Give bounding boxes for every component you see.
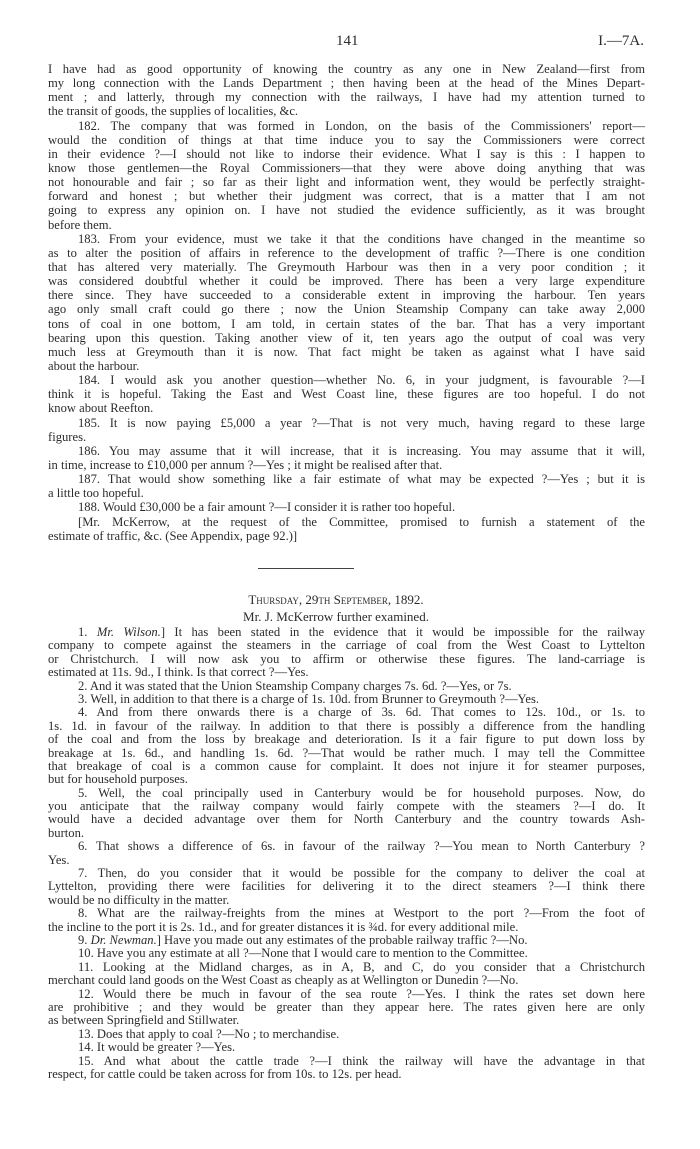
- text-line: in their evidence ?—I should not like to indorse their evidence. What I say is this : I happen to: [48, 146, 645, 161]
- session-date: Thursday, 29th September, 1892.: [248, 592, 424, 607]
- text-line: the transit of goods, the supplies of localities, &c.: [48, 104, 299, 119]
- speaker-name: Dr. Newman.: [90, 932, 157, 947]
- evidence-paragraph: [48, 472, 645, 500]
- text-line: 4. And from there onwards there is a charge of 3s. 6d. That comes to 12s. 10d., or 1s. to: [78, 705, 645, 720]
- text-line: tons of coal in one bottom, I am told, in certain states of the bar. That has a very important: [48, 316, 645, 331]
- evidence-paragraph: [48, 680, 645, 693]
- text-line: know about Reefton.: [48, 401, 154, 416]
- evidence-paragraph: [48, 444, 645, 472]
- evidence-section-2: [48, 626, 645, 1081]
- text-line: 5. Well, the coal principally used in Canterbury would be for household purposes. Now, do: [78, 785, 645, 800]
- text-line: I have had as good opportunity of knowing the country as any one in New Zealand—first from: [48, 62, 645, 76]
- text-line: merchant could land goods on the West Coast as cheaply as at Wellington or Dunedin ?—No.: [48, 973, 519, 988]
- text-line: that has altered very materially. The Greymouth Harbour was then in a very poor condition ; it: [48, 259, 645, 274]
- evidence-paragraph: [48, 693, 645, 706]
- text-line: think it is hopeful. Taking the East and West Coast line, these figures are too hopeful. I do not: [48, 387, 645, 402]
- paper-reference: I.—7A.: [598, 33, 644, 49]
- evidence-paragraph: [48, 907, 645, 934]
- page-number: 141: [336, 33, 359, 49]
- text-line: before them.: [48, 217, 112, 232]
- text-line: you anticipate that the railway company would fairly compete with the steamers ?—I do. It: [48, 799, 645, 814]
- text-line: 184. I would ask you another question—whether No. 6, in your judgment, is favourable ?—I: [78, 373, 645, 388]
- text-line: would the condition of things at that time induce you to say the Commissioners were correct: [48, 132, 645, 147]
- text-line: 182. The company that was formed in London, on the basis of the Commissioners' report—: [78, 118, 645, 133]
- text-line: a little too hopeful.: [48, 486, 144, 501]
- text-line: ago only small craft could go there ; now the Union Steamship Company can take away 2,000: [48, 302, 645, 317]
- text-line: Lyttelton, providing there were facilities for delivering it to the direct steamers ?—I think there: [48, 879, 645, 894]
- text-line: in time, increase to £10,000 per annum ?—Yes ; it might be realised after that.: [48, 457, 443, 472]
- text-line: the incline to the port it is 2s. 1d., and for greater distances it is ¾d. for every additional mile.: [48, 919, 519, 934]
- text-line: estimate of traffic, &c. (See Appendix, page 92.)]: [48, 528, 298, 543]
- text-line: company to compete against the steamers in the carriage of coal from the West Coast to Lyttelton: [48, 638, 645, 653]
- text-line: ment ; and latterly, through my connection with the railways, I have had my attention turned to: [48, 90, 645, 105]
- text-line: forward and honest ; but whether their judgment was correct, that is a matter that I am not: [48, 189, 645, 204]
- text-line: burton.: [48, 825, 85, 840]
- evidence-paragraph: [48, 500, 645, 514]
- text-line: 6. That shows a difference of 6s. in favour of the railway ?—You mean to North Canterbury ?: [78, 839, 645, 854]
- evidence-paragraph: [48, 988, 645, 1028]
- text-line: respect, for cattle could be taken across for from 10s. to 12s. per head.: [48, 1066, 402, 1081]
- evidence-paragraph: [48, 515, 645, 543]
- text-line: or Christchurch. I will now ask you to affirm or otherwise these figures. The land-carriage is: [48, 651, 645, 666]
- evidence-paragraph: [48, 706, 645, 786]
- text-line: 183. From your evidence, must we take it that the conditions have changed in the meantime so: [78, 231, 645, 246]
- text-line: going to express any opinion on. I have not studied the evidence sufficiently, as it was brought: [48, 203, 645, 218]
- evidence-paragraph: [48, 867, 645, 907]
- evidence-paragraph: [48, 934, 645, 947]
- line-segment: ] Have you made out any estimates of the probable railway traffic ?—No.: [156, 932, 528, 947]
- speaker-name: Mr. Wilson.: [96, 625, 161, 639]
- evidence-paragraph: [48, 787, 645, 841]
- evidence-paragraph: [48, 373, 645, 415]
- evidence-paragraph: [48, 947, 645, 960]
- line-segment: 9.: [78, 932, 91, 947]
- evidence-section-1: [48, 62, 645, 543]
- evidence-paragraph: [48, 232, 645, 373]
- text-line: 188. Would £30,000 be a fair amount ?—I consider it is rather too hopeful.: [78, 500, 456, 515]
- text-line: 186. You may assume that it will increase, that it is increasing. You may assume that it will,: [78, 443, 645, 458]
- text-line: [48, 934, 645, 947]
- text-line: 3. Well, in addition to that there is a charge of 1s. 10d. from Brunner to Greymouth ?—Yes.: [78, 691, 540, 706]
- line-segment: ] It has been stated in the evidence that it would be impossible for the railway: [160, 625, 646, 639]
- text-line: about the harbour.: [48, 358, 140, 373]
- text-line: Yes.: [48, 852, 70, 867]
- evidence-paragraph: [48, 626, 645, 680]
- text-line: 2. And it was stated that the Union Steamship Company charges 7s. 6d. ?—Yes, or 7s.: [78, 678, 512, 693]
- text-line: 7. Then, do you consider that it would be possible for the company to deliver the coal at: [78, 866, 645, 881]
- text-line: much less at Greymouth than it is now. That fact might be taken as against what I have said: [48, 344, 645, 359]
- evidence-paragraph: [48, 840, 645, 867]
- text-line: 10. Have you any estimate at all ?—None that I would care to mention to the Committee.: [78, 946, 528, 961]
- text-line: bearing upon this question. Taking another view of it, ten years ago the output of coal was very: [48, 330, 645, 345]
- text-line: 13. Does that apply to coal ?—No ; to merchandise.: [78, 1026, 340, 1041]
- evidence-paragraph: [48, 62, 645, 119]
- text-line: that breakage of coal is a common cause for complaint. It does not injure it for steamer purposes,: [48, 758, 645, 773]
- text-line: figures.: [48, 429, 87, 444]
- text-line: [Mr. McKerrow, at the request of the Committee, promised to furnish a statement of the: [78, 514, 645, 529]
- text-line: not honourable and fair ; so far as their light and information went, they would be perfectly straight-: [48, 175, 645, 190]
- text-line: as between Springfield and Stillwater.: [48, 1013, 240, 1028]
- text-line: but for household purposes.: [48, 772, 188, 787]
- text-line: 1s. 1d. in favour of the railway. In addition to that there is possibly a difference from the handling: [48, 718, 645, 733]
- text-line: [48, 626, 645, 639]
- witness-line: Mr. J. McKerrow further examined.: [243, 609, 429, 624]
- evidence-paragraph: [48, 961, 645, 988]
- evidence-paragraph: [48, 119, 645, 232]
- text-line: 12. Would there be much in favour of the sea route ?—Yes. I think the rates set down here: [78, 986, 645, 1001]
- text-line: would be no difficulty in the matter.: [48, 892, 230, 907]
- line-segment: 1.: [78, 625, 97, 639]
- text-line: would have a decided advantage over them for North Canterbury and the country towards Ash-: [48, 812, 645, 827]
- text-line: my long connection with the Lands Department ; then having been at the head of the Mines Depart-: [48, 76, 645, 91]
- text-line: there since. They have succeeded to a considerable extent in improving the harbour. Ten years: [48, 288, 645, 303]
- text-line: breakage at 1s. 6d., and handling 1s. 6d. ?—That would be rather much. I may tell the Committee: [48, 745, 645, 760]
- text-line: as to alter the position of affairs in reference to the development of traffic ?—There is one condition: [48, 245, 645, 260]
- text-line: 8. What are the railway-freights from the mines at Westport to the port ?—From the foot of: [78, 906, 645, 921]
- text-line: 15. And what about the cattle trade ?—I think the railway will have the advantage in that: [78, 1053, 645, 1068]
- text-line: was considered doubtful whether it could be improved. There has been a very large expenditure: [48, 274, 645, 289]
- text-line: know those gentlemen—the Royal Commissioners—that they were above doing anything that was: [48, 160, 645, 175]
- text-line: 14. It would be greater ?—Yes.: [78, 1040, 236, 1055]
- evidence-paragraph: [48, 416, 645, 444]
- text-line: 187. That would show something like a fair estimate of what may be expected ?—Yes ; but it is: [78, 472, 645, 487]
- witness-heading: [0, 609, 700, 625]
- text-line: of the coal and from the loss by breakage and deterioration. Is it a fair figure to put down loss by: [48, 732, 645, 747]
- evidence-paragraph: [48, 1028, 645, 1041]
- text-line: are prohibitive ; and they would be greater than they appear here. The rates given here are only: [48, 999, 645, 1014]
- text-line: 11. Looking at the Midland charges, as in A, B, and C, do you consider that a Christchurch: [78, 959, 645, 974]
- text-line: 185. It is now paying £5,000 a year ?—That is not very much, having regard to these large: [78, 415, 645, 430]
- evidence-paragraph: [48, 1055, 645, 1082]
- evidence-paragraph: [48, 1041, 645, 1054]
- session-date-heading: [0, 592, 700, 608]
- text-line: estimated at 11s. 9d., I think. Is that correct ?—Yes.: [48, 665, 309, 680]
- section-divider: [258, 568, 354, 569]
